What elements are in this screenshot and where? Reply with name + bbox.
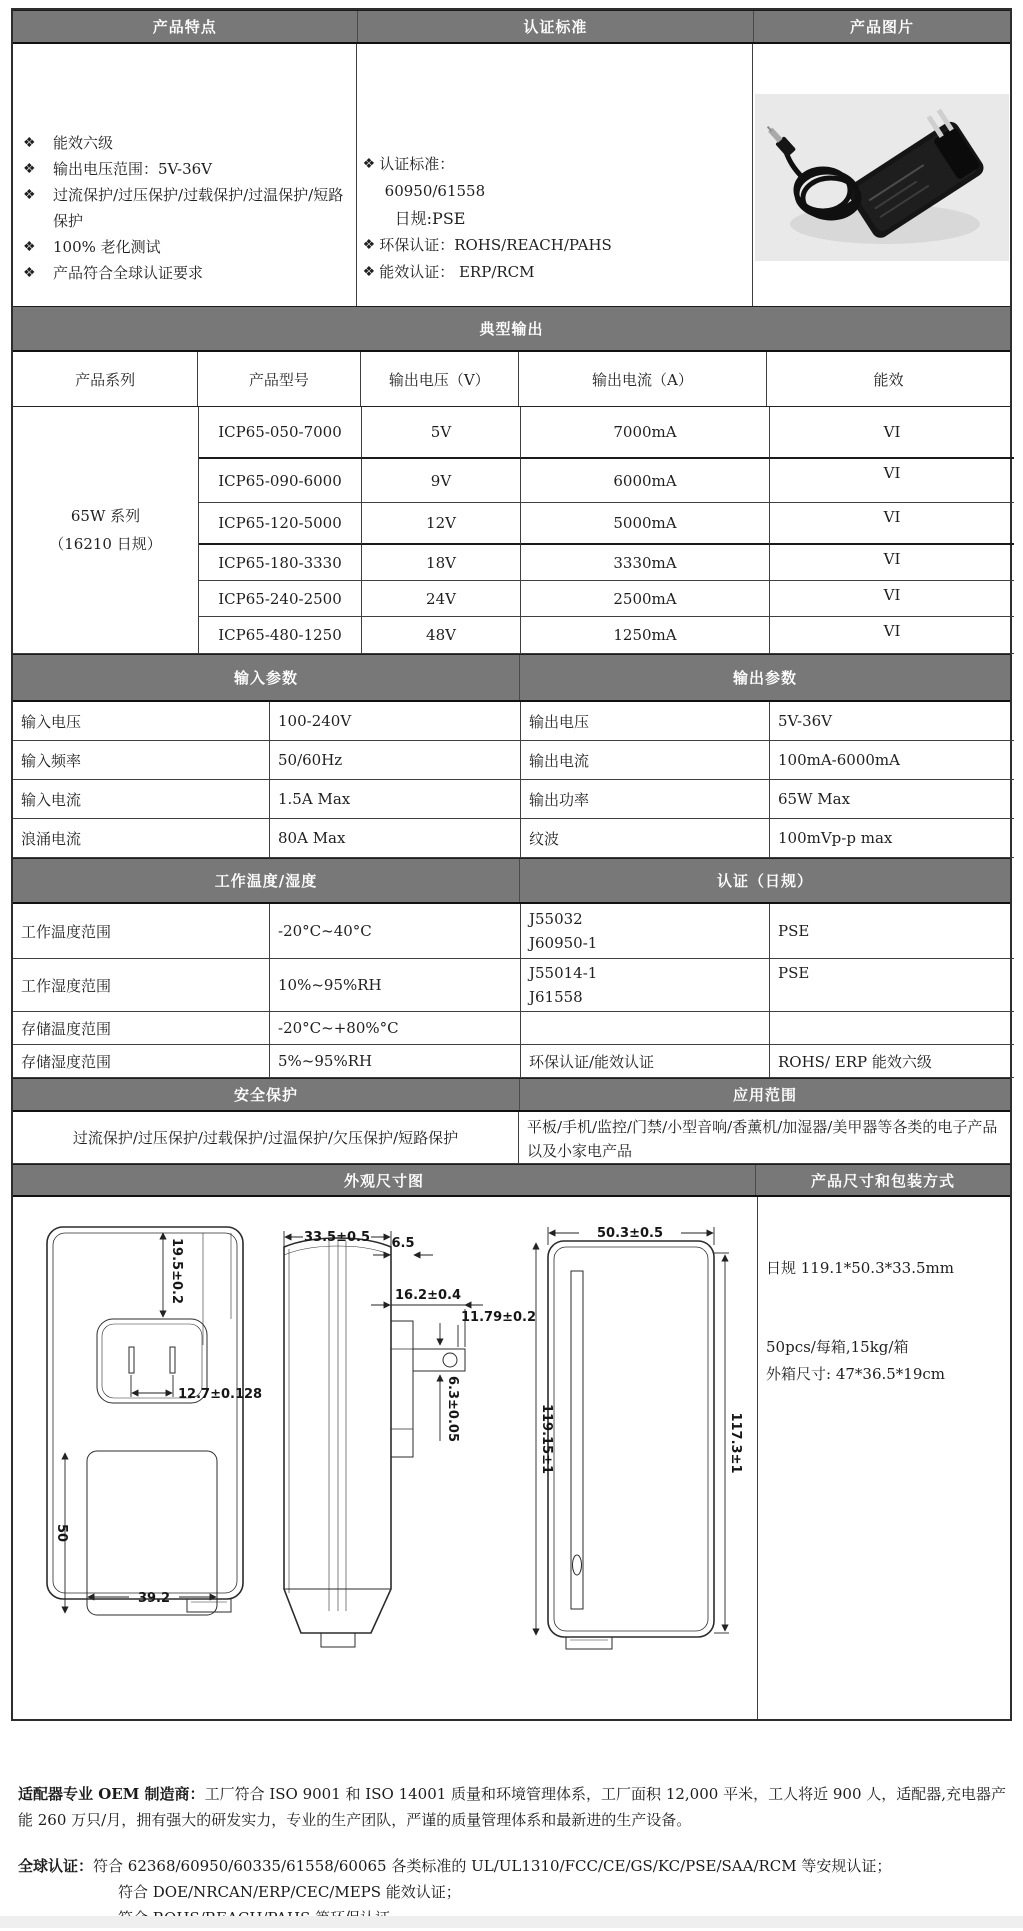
param-label: 输出功率	[521, 780, 770, 819]
header-product-features: 产品特点	[152, 18, 217, 36]
env-label: 存储湿度范围	[13, 1045, 270, 1078]
param-value: 65W Max	[770, 780, 1014, 819]
cert-text: 环保认证：ROHS/REACH/PAHS	[379, 236, 612, 254]
series-name: 65W 系列	[70, 507, 141, 525]
typical-output-column-headers	[13, 352, 1010, 407]
col-product-series: 产品系列	[13, 352, 198, 406]
diamond-bullet-icon: ❖	[362, 264, 376, 280]
efficiency-cell: VI	[770, 503, 1014, 545]
env-section-header	[13, 858, 1010, 904]
global-cert-line: 符合 DOE/NRCAN/ERP/CEC/MEPS 能效认证；	[118, 1883, 461, 1901]
dimensions-body	[13, 1197, 1010, 1719]
env-cert	[521, 1012, 770, 1045]
env-title: 工作温度/湿度	[214, 872, 318, 890]
param-label: 输入电流	[13, 780, 270, 819]
env-label: 存储温度范围	[13, 1012, 270, 1045]
current-cell: 2500mA	[521, 581, 770, 617]
dim-blade-drop: 6.3±0.05	[445, 1376, 460, 1442]
dimension-drawing-cell	[13, 1197, 758, 1719]
param-label: 浪涌电流	[13, 819, 270, 858]
packaging-cell	[758, 1197, 1010, 1719]
current-cell: 6000mA	[521, 459, 770, 503]
dimension-drawing-title: 外观尺寸图	[344, 1171, 425, 1190]
dim-ledge: 6.5	[391, 1236, 415, 1251]
env-value: 5%~95%RH	[270, 1045, 521, 1078]
env-mark	[770, 1012, 1014, 1045]
protection-text: 过流保护/过压保护/过载保护/过温保护/欠压保护/短路保护	[13, 1112, 519, 1164]
adapter-product-photo	[755, 94, 1009, 261]
unit-size-text: 日规 119.1*50.3*33.5mm	[766, 1259, 954, 1277]
header-cert-standards: 认证标准	[357, 11, 753, 42]
col-efficiency: 能效	[873, 370, 904, 389]
env-cert-line: J55014-1	[529, 964, 598, 982]
feature-item	[23, 182, 350, 234]
env-label: 工作湿度范围	[13, 959, 270, 1012]
env-value: -20°C~+80%°C	[270, 1012, 521, 1045]
env-cert-line: J55032	[529, 910, 583, 928]
current-cell: 1250mA	[521, 617, 770, 654]
feature-text: 能效六级	[53, 134, 114, 152]
model-cell: ICP65-240-2500	[199, 581, 362, 617]
spec-table	[11, 8, 1012, 1721]
feature-item	[23, 234, 350, 260]
model-cell: ICP65-090-6000	[199, 459, 362, 503]
cert-text: 认证标准：	[379, 155, 455, 173]
typical-output-title: 典型输出	[479, 320, 544, 338]
dim-blade-pitch: 12.7±0.128	[178, 1387, 263, 1402]
feature-text: 产品符合全球认证要求	[53, 264, 204, 282]
env-table	[13, 904, 1010, 1078]
product-photo-cell	[753, 44, 1010, 306]
voltage-cell: 48V	[362, 617, 521, 654]
voltage-cell: 18V	[362, 545, 521, 581]
feature-text: 输出电压范围：5V-36V	[53, 160, 212, 178]
env-mark: PSE	[770, 959, 1014, 1012]
io-section-header	[13, 654, 1010, 702]
param-label: 输入频率	[13, 741, 270, 780]
efficiency-cell: VI	[770, 581, 1014, 617]
oem-paragraph	[18, 1781, 1009, 1833]
col-output-voltage: 输出电压（V）	[361, 352, 519, 406]
env-cert	[521, 904, 770, 959]
cert-line	[363, 178, 746, 205]
param-value: 100mVp-p max	[770, 819, 1014, 858]
cert-line	[363, 151, 746, 178]
footer	[18, 1781, 1009, 1931]
features-list	[13, 44, 357, 306]
cert-text: 60950/61558	[384, 182, 486, 200]
dim-height-right: 117.3±1	[728, 1412, 743, 1474]
io-table	[13, 702, 1010, 858]
env-cert-line: J60950-1	[529, 934, 598, 952]
output-params-title: 输出参数	[519, 655, 1010, 700]
param-value: 5V-36V	[770, 702, 1014, 741]
series-cell	[13, 407, 199, 654]
diamond-bullet-icon: ❖	[23, 239, 36, 255]
oem-text: 工厂符合 ISO 9001 和 ISO 14001 质量和环境管理体系，工厂面积 12,000 平米，工人将近 900 人，适配器,充电器产能 260 万只/月，拥有强大的研发实力，专业的生产团队，严谨的质量管理体系和最新进的生产设备。	[18, 1785, 1007, 1829]
model-cell: ICP65-180-3330	[199, 545, 362, 581]
side-view-dimensions	[284, 1230, 536, 1442]
spec-sheet-page	[0, 8, 1023, 1928]
feature-text: 过流保护/过压保护/过载保护/过温保护/短路保护	[53, 186, 344, 230]
input-params-title: 输入参数	[233, 669, 298, 687]
global-cert-label: 全球认证：	[18, 1857, 94, 1875]
param-label: 输出电压	[521, 702, 770, 741]
feature-text: 100% 老化测试	[53, 238, 161, 256]
packaging-title: 产品尺寸和包装方式	[755, 1165, 1010, 1195]
col-model: 产品型号	[198, 352, 360, 406]
dim-blade-length: 16.2±0.4	[395, 1288, 461, 1303]
top-section-header	[13, 10, 1010, 44]
application-title: 应用范围	[519, 1079, 1010, 1110]
rear-view	[548, 1241, 714, 1649]
application-text: 平板/手机/监控/门禁/小型音响/香薰机/加湿器/美甲器等各类的电子产品以及小家电产品	[519, 1112, 1010, 1164]
param-value: 1.5A Max	[270, 780, 521, 819]
global-cert-text: 符合 62368/60950/60335/61558/60065 各类标准的 UL/UL1310/FCC/CE/GS/KC/PSE/SAA/RCM 等安规认证；	[93, 1857, 892, 1875]
dim-width: 50.3±0.5	[597, 1226, 663, 1241]
env-mark: ROHS/ ERP 能效六级	[770, 1045, 1014, 1078]
env-value: -20°C~40°C	[270, 904, 521, 959]
global-cert-line	[18, 1853, 1009, 1879]
cert-line	[363, 232, 746, 259]
param-value: 80A Max	[270, 819, 521, 858]
efficiency-cell: VI	[770, 407, 1014, 459]
diamond-bullet-icon: ❖	[23, 135, 36, 151]
param-label: 输出电流	[521, 741, 770, 780]
front-view	[47, 1227, 243, 1615]
dimensions-section-header	[13, 1164, 1010, 1197]
cert-text: 日规:PSE	[394, 209, 466, 228]
feature-item	[23, 156, 350, 182]
dimension-drawing	[13, 1197, 758, 1719]
oem-label: 适配器专业 OEM 制造商：	[18, 1785, 205, 1803]
env-cert-line: J61558	[529, 988, 583, 1006]
safety-row	[13, 1112, 1010, 1164]
diamond-bullet-icon: ❖	[23, 187, 36, 203]
current-cell: 3330mA	[521, 545, 770, 581]
voltage-cell: 12V	[362, 503, 521, 545]
efficiency-cell: VI	[770, 459, 1014, 503]
dim-plug-area-height: 19.5±0.2	[169, 1238, 184, 1304]
certification-list	[357, 44, 753, 306]
diamond-bullet-icon: ❖	[362, 156, 376, 172]
model-cell: ICP65-120-5000	[199, 503, 362, 545]
env-mark: PSE	[770, 904, 1014, 959]
model-cell: ICP65-050-7000	[199, 407, 362, 459]
param-value: 100mA-6000mA	[770, 741, 1014, 780]
dim-label-height: 50	[54, 1523, 69, 1543]
efficiency-cell: VI	[770, 545, 1014, 581]
param-label: 输入电压	[13, 702, 270, 741]
feature-item	[23, 130, 350, 156]
dim-depth: 33.5±0.5	[304, 1230, 370, 1245]
efficiency-cell: VI	[770, 617, 1014, 654]
packing-text: 50pcs/每箱,15kg/箱	[766, 1338, 909, 1356]
voltage-cell: 9V	[362, 459, 521, 503]
safety-title: 安全保护	[233, 1086, 298, 1104]
feature-item	[23, 260, 350, 286]
current-cell: 5000mA	[521, 503, 770, 545]
env-value: 10%~95%RH	[270, 959, 521, 1012]
page-bottom-strip	[0, 1916, 1023, 1928]
top-section-body	[13, 44, 1010, 306]
env-cert	[521, 959, 770, 1012]
diamond-bullet-icon: ❖	[23, 265, 36, 281]
typical-output-header	[13, 306, 1010, 352]
param-label: 纹波	[521, 819, 770, 858]
env-label: 工作温度范围	[13, 904, 270, 959]
cert-line	[363, 205, 746, 232]
diamond-bullet-icon: ❖	[362, 237, 376, 253]
param-value: 50/60Hz	[270, 741, 521, 780]
header-product-photo: 产品图片	[753, 11, 1010, 42]
diamond-bullet-icon: ❖	[23, 161, 36, 177]
env-cert: 环保认证/能效认证	[521, 1045, 770, 1078]
dim-height-left: 119.15±1	[539, 1403, 554, 1475]
typical-output-table	[13, 407, 1010, 654]
series-sub: （16210 日规）	[49, 535, 162, 553]
col-output-current: 输出电流（A）	[519, 352, 767, 406]
dim-blade-offset: 11.79±0.2	[461, 1310, 537, 1325]
voltage-cell: 24V	[362, 581, 521, 617]
model-cell: ICP65-480-1250	[199, 617, 362, 654]
dim-label-width: 39.2	[137, 1591, 171, 1606]
rear-view-dimensions	[536, 1226, 743, 1635]
cert-text: 能效认证： ERP/RCM	[379, 263, 535, 281]
safety-section-header	[13, 1078, 1010, 1112]
carton-size-text: 外箱尺寸: 47*36.5*19cm	[766, 1365, 946, 1383]
voltage-cell: 5V	[362, 407, 521, 459]
jp-cert-title: 认证（日规）	[519, 859, 1010, 902]
param-value: 100-240V	[270, 702, 521, 741]
current-cell: 7000mA	[521, 407, 770, 459]
cert-line	[363, 259, 746, 286]
